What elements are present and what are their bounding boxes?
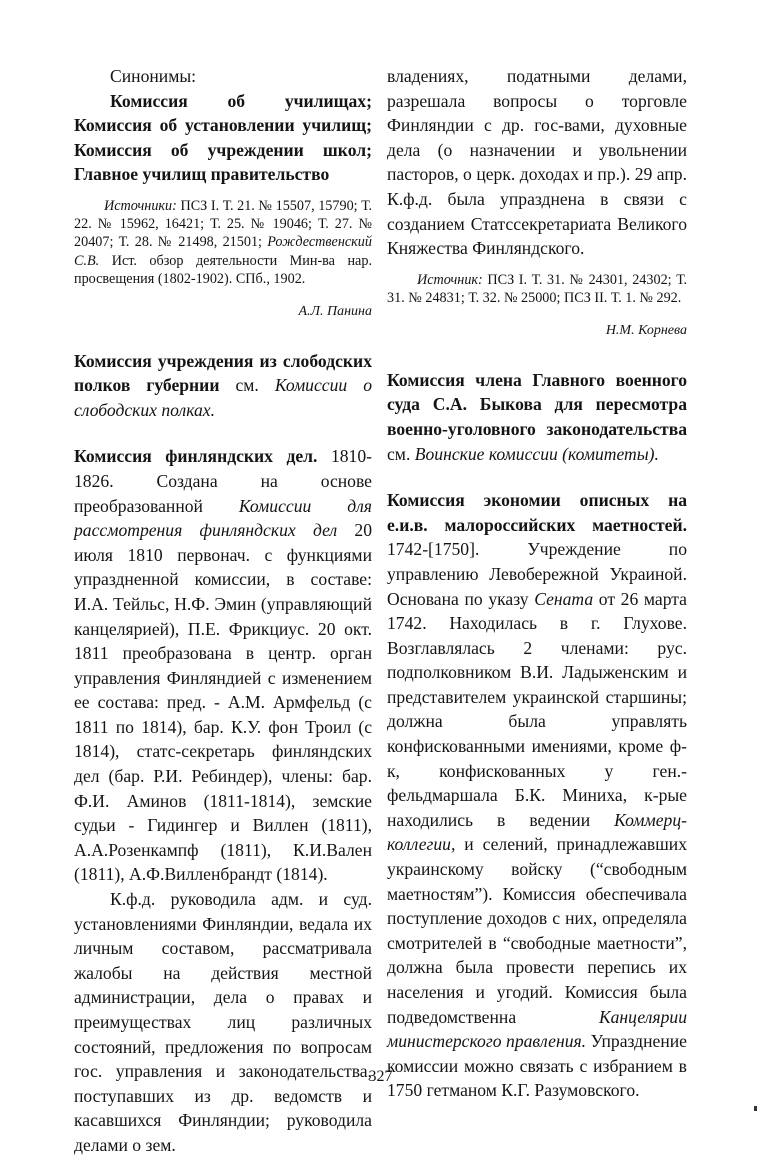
italic-text: Комиссии для рассмотрения финляндских дел: [74, 495, 372, 541]
right-column: [387, 64, 687, 1103]
article-paragraph: [74, 89, 372, 187]
article-paragraph: [387, 64, 687, 261]
sources-note: [387, 271, 687, 307]
italic-text: Комиссии о слободских полках.: [74, 375, 372, 420]
scan-mark: [754, 1106, 757, 1111]
italic-text: Коммерц-коллегии,: [387, 809, 687, 855]
body-text: 1742-[1750]. Учреждение по управлению Левобережной Украиной. Основана по указу: [387, 539, 687, 609]
body-text: см.: [219, 375, 275, 396]
article-paragraph: [74, 64, 372, 89]
entry-heading: Комиссия члена Главного военного суда С.А. Быкова для пересмотра военно-уголовного законодательства: [387, 369, 687, 439]
page-number: 327: [368, 1068, 393, 1085]
body-text: 20 июля 1810 первонач. с функциями упраздненной комиссии, в составе: И.А. Тейльс, Н.Ф. Эмин (управляющий канцелярией), П.Е. Фрикциус. 20 окт. 1811 преобразована в центр. орган управления Финляндией с изменением ее состава: пред. - А.М. Армфельд (с 1811 по 1814), бар. К.У. фон Троил (с 1814), статс-секретарь финляндских дел (бар. Р.И. Ребиндер), члены: бар. Ф.И. Аминов (1811-1814), земские судьи - Гидингер и Виллен (1811), А.А.Розенкампф (1811), К.И.Вален (1811), А.Ф.Вилленбрандт (1814).: [74, 520, 373, 885]
entry-heading: Комиссия об училищах; Комиссия об установлении училищ; Комиссия об учреждении школ; Главное училищ правительство: [74, 90, 372, 185]
article-paragraph: [387, 488, 687, 1103]
body-text: А.Л. Панина: [298, 303, 372, 319]
entry-heading: Комиссия финляндских дел.: [74, 446, 318, 467]
body-text: и селений, принадлежавших украинскому войску (“свободным маетностям”). Комиссия обеспечивала поступление доходов с них, определяла смотрителей в “свободные маетности”, должна была провести перепись их населения и угодий. Комиссия была подведомственна: [387, 834, 687, 1027]
entry-heading: Комиссия учреждения из слободских полков губернии: [74, 350, 372, 396]
italic-text: Сената: [534, 588, 594, 609]
author-signature: [74, 300, 372, 325]
author-signature: [387, 319, 687, 344]
sources-note: [74, 197, 372, 288]
italic-text: Рождественский С.В.: [74, 234, 372, 269]
entry-heading: Комиссия экономии описных на е.и.в. малороссийских маетностей.: [387, 490, 687, 535]
italic-text: Источники:: [104, 197, 177, 214]
body-text: Н.М. Корнева: [605, 323, 687, 339]
article-paragraph: [74, 349, 372, 423]
body-text: 1810-1826. Создана на основе преобразованной: [74, 446, 372, 516]
body-text: Ист. обзор деятельности Мин-ва нар. просвещения (1802-1902). СПб., 1902.: [74, 252, 372, 287]
body-text: ПСЗ I. Т. 21. № 15507, 15790; Т. 22. № 15962, 16421; Т. 25. № 19046; Т. 27. № 20407; Т. 28. № 21498, 21501;: [74, 197, 372, 251]
body-text: владениях, податными делами, разрешала вопросы о торговле Финляндии с др. гос-вами, духовные дела (о назначении и увольнении пасторов, о церк. доходах и пр.). 29 апр. К.ф.д. была упразднена в связи с созданием Статссекретариата Великого Княжества Финляндского.: [387, 66, 687, 259]
article-paragraph: [387, 368, 687, 466]
italic-text: Источник:: [417, 271, 483, 288]
left-column: [74, 64, 372, 1158]
body-text: К.ф.д. руководила адм. и суд. установлениями Финляндии, ведала их личным составом, рассматривала жалобы на действия местной администрации, дела о правах и преимуществах лиц различных состояний, предложения по вопросам гос. управления и законодательства, поступавших из др. ведомств и касавшихся Финляндии; руководила делами о зем.: [74, 889, 372, 1155]
article-paragraph: [74, 444, 372, 887]
italic-text: Канцелярии министерского правления.: [387, 1006, 687, 1052]
article-paragraph: [74, 887, 372, 1158]
body-text: Упразднение комиссии можно связать с избранием в 1750 гетманом К.Г. Разумовского.: [387, 1031, 687, 1101]
italic-text: Воинские комиссии (комитеты).: [414, 443, 659, 464]
body-text: см.: [387, 443, 415, 464]
body-text: от 26 марта 1742. Находилась в г. Глухове. Возглавлялась 2 членами: рус. подполковником В.И. Ладыженским и представителем украинской старшины; должна была управлять конфискованными имениями, кроме ф-к, конфискованных у ген.-фельдмаршала Б.К. Миниха, к-рые находились в ведении: [387, 588, 687, 830]
body-text: Синонимы:: [110, 66, 197, 86]
body-text: ПСЗ I. Т. 31. № 24301, 24302; Т. 31. № 24831; Т. 32. № 25000; ПСЗ II. Т. 1. № 292.: [387, 271, 687, 306]
